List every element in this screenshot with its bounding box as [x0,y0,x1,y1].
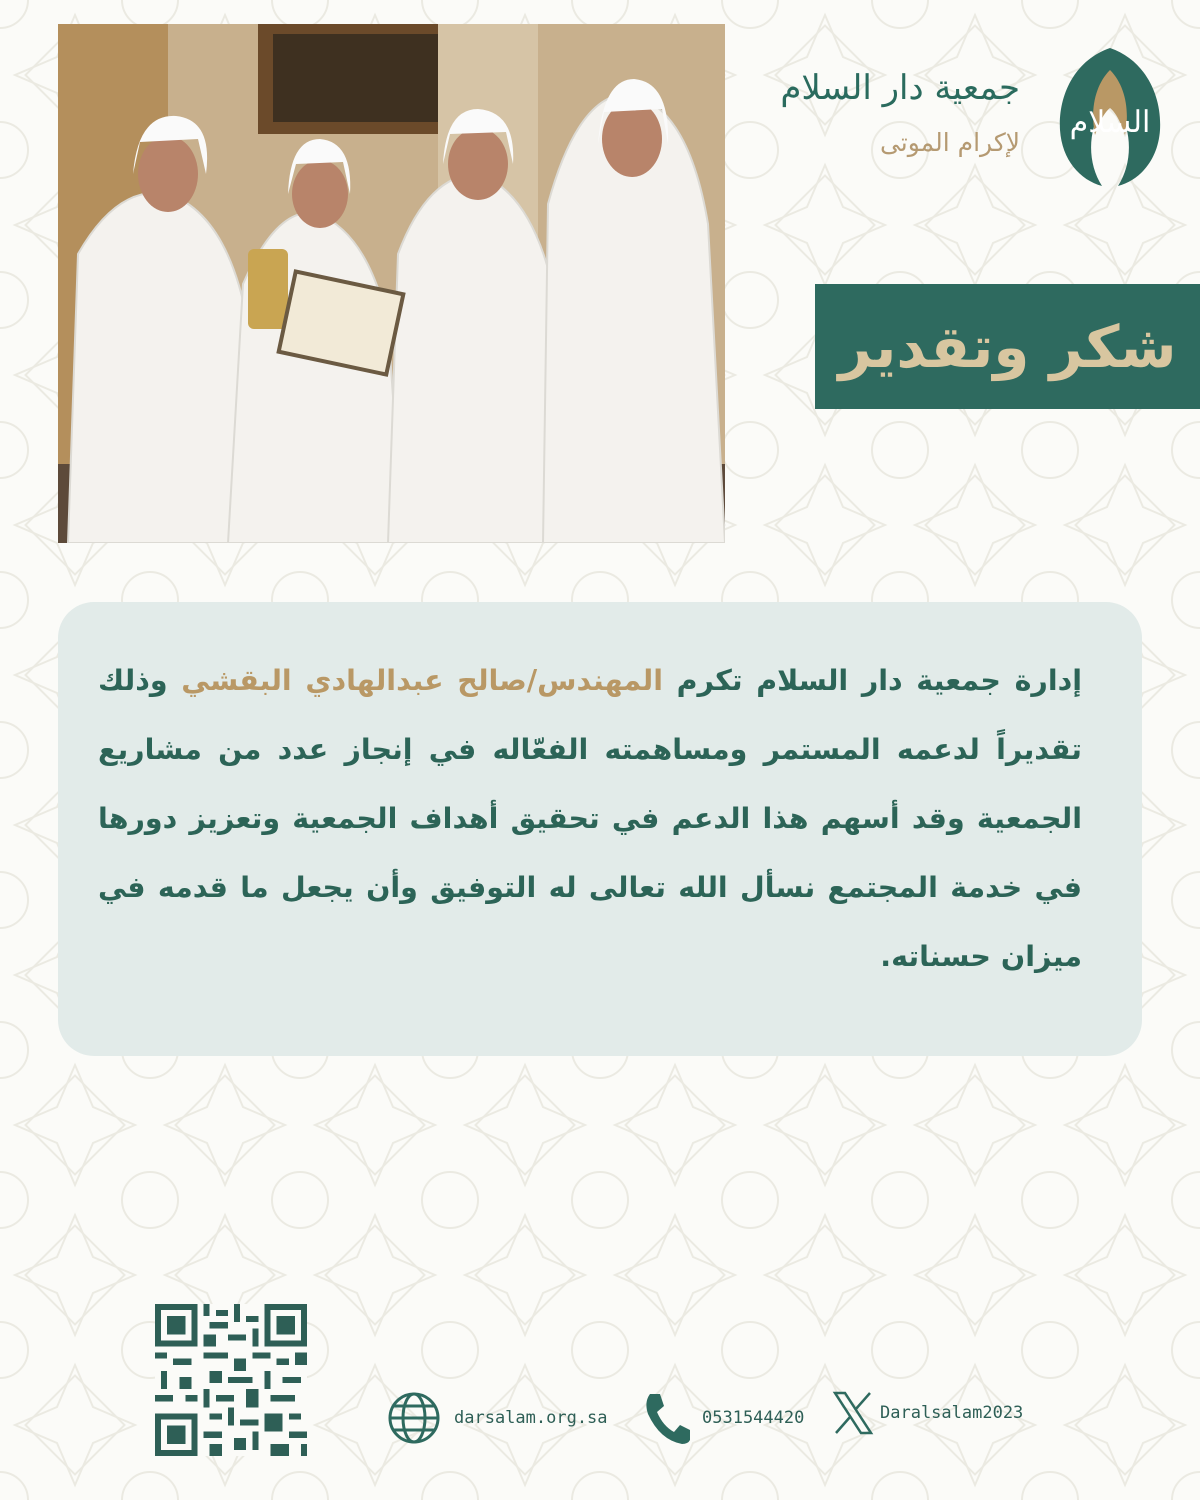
message-part1: إدارة جمعية دار السلام تكرم [663,664,1082,697]
phone-icon [640,1390,692,1446]
x-handle-text: Daralsalam2023 [880,1403,1024,1423]
x-contact[interactable] [832,1390,1023,1436]
brand-tagline: لإكرام الموتى [879,128,1020,157]
qr-code[interactable] [155,1304,307,1456]
phone-contact[interactable] [640,1390,804,1446]
logo-text: السلام [1069,105,1151,140]
title-banner [815,284,1200,409]
x-logo-icon [832,1390,874,1436]
phone-text: 0531544420 [702,1408,805,1428]
ceremony-photo [58,24,725,543]
honoree-name: المهندس/صالح عبدالهادي البقشي [181,664,663,697]
page-title: شكر وتقدير [838,312,1177,381]
message-part2: وذلك تقديراً لدعمه المستمر ومساهمته الفعّاله في إنجاز عدد من مشاريع الجمعية وقد أسهم هذا الدعم في تحقيق أهداف الجمعية وتعزيز دورها في خدمة المجتمع نسأل الله تعالى له التوفيق وأن يجعل ما قدمه في ميزان حسناته. [98,664,1082,973]
brand-name: جمعية دار السلام [780,68,1020,108]
message-card [58,602,1142,1056]
logo-mark-icon [1050,40,1170,190]
message-text [98,646,1082,991]
website-text: darsalam.org.sa [454,1408,608,1428]
globe-icon [386,1390,442,1446]
website-contact[interactable] [386,1390,608,1446]
brand-logo [780,40,1170,200]
